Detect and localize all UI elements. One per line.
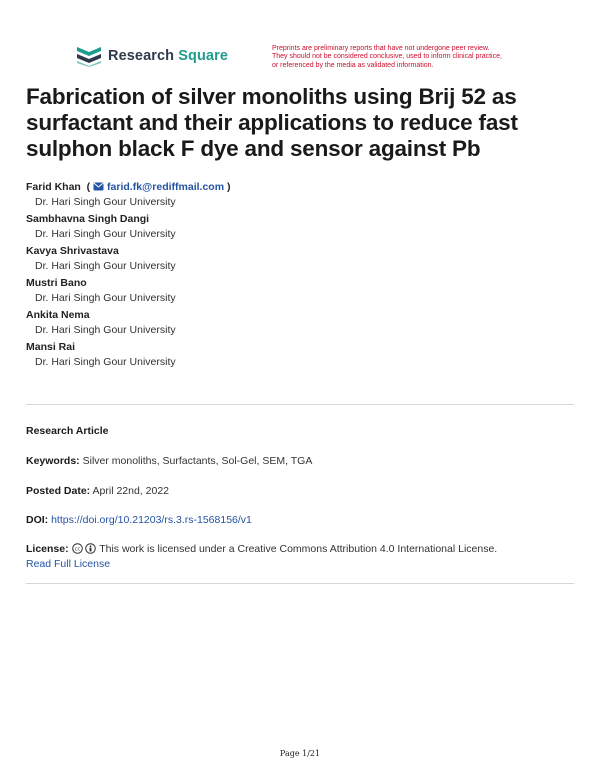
page-number: Page 1/21 bbox=[279, 749, 321, 758]
keywords-row bbox=[26, 454, 574, 469]
author-name: Sambhavna Singh Dangi bbox=[26, 213, 150, 225]
author-item bbox=[26, 308, 566, 338]
author-affiliation: Dr. Hari Singh Gour University bbox=[35, 196, 176, 208]
author-email-link[interactable]: farid.fk@rediffmail.com bbox=[107, 181, 225, 193]
paper-title: Fabrication of silver monoliths using Brij 52 as surfactant and their applications to reduce fast sulphon black F dye and sensor against Pb bbox=[26, 84, 518, 161]
author-item bbox=[26, 276, 566, 306]
read-full-license-link[interactable]: Read Full License bbox=[26, 558, 111, 570]
doi-row bbox=[26, 513, 574, 528]
keywords-label: Keywords: bbox=[26, 455, 80, 467]
author-affiliation: Dr. Hari Singh Gour University bbox=[35, 228, 176, 240]
doi-label: DOI: bbox=[26, 514, 49, 526]
doi-link[interactable]: https://doi.org/10.21203/rs.3.rs-1568156/v1 bbox=[51, 514, 252, 526]
author-name: Mustri Bano bbox=[26, 277, 87, 289]
license-row bbox=[26, 542, 574, 572]
section-divider bbox=[26, 583, 574, 584]
author-affiliation: Dr. Hari Singh Gour University bbox=[35, 292, 176, 304]
preprint-notice-line: Preprints are preliminary reports that have not undergone peer review. bbox=[272, 45, 490, 52]
posted-date-value: April 22nd, 2022 bbox=[92, 485, 170, 497]
author-affiliation: Dr. Hari Singh Gour University bbox=[35, 260, 176, 272]
license-text: This work is licensed under a Creative Commons Attribution 4.0 International License. bbox=[99, 543, 498, 555]
author-item bbox=[26, 212, 566, 242]
section-divider bbox=[26, 404, 574, 405]
creative-commons-icon bbox=[72, 543, 83, 554]
article-type-label: Research Article bbox=[26, 425, 109, 437]
author-email-wrapper: ( farid.fk@rediffmail.com ) bbox=[83, 181, 231, 193]
license-label: License: bbox=[26, 543, 69, 555]
author-affiliation: Dr. Hari Singh Gour University bbox=[35, 356, 176, 368]
research-square-logo-icon bbox=[76, 45, 102, 67]
logo-text bbox=[108, 48, 228, 64]
preprint-notice-line: They should not be considered conclusive, used to inform clinical practice, bbox=[272, 53, 502, 61]
author-name: Ankita Nema bbox=[26, 309, 90, 321]
author-item bbox=[26, 340, 566, 370]
author-item bbox=[26, 180, 566, 210]
preprint-notice-line: or referenced by the media as validated information. bbox=[272, 61, 434, 69]
attribution-icon bbox=[85, 543, 96, 554]
logo-word-research: Research bbox=[108, 48, 175, 64]
posted-date-label: Posted Date: bbox=[26, 485, 91, 497]
research-square-logo[interactable] bbox=[76, 45, 228, 67]
author-list bbox=[26, 180, 566, 372]
header bbox=[76, 45, 546, 79]
keywords-value: Silver monoliths, Surfactants, Sol-Gel, SEM, TGA bbox=[82, 455, 313, 467]
envelope-icon bbox=[93, 182, 104, 191]
logo-word-square: Square bbox=[178, 48, 228, 64]
author-name: Mansi Rai bbox=[26, 341, 76, 353]
article-type bbox=[26, 424, 574, 439]
preprint-notice bbox=[272, 45, 552, 70]
author-affiliation: Dr. Hari Singh Gour University bbox=[35, 324, 176, 336]
posted-date-row bbox=[26, 484, 574, 499]
author-item bbox=[26, 244, 566, 274]
author-name: Kavya Shrivastava bbox=[26, 245, 119, 257]
svg-text:cc: cc bbox=[74, 546, 80, 553]
author-name: Farid Khan bbox=[26, 181, 81, 193]
